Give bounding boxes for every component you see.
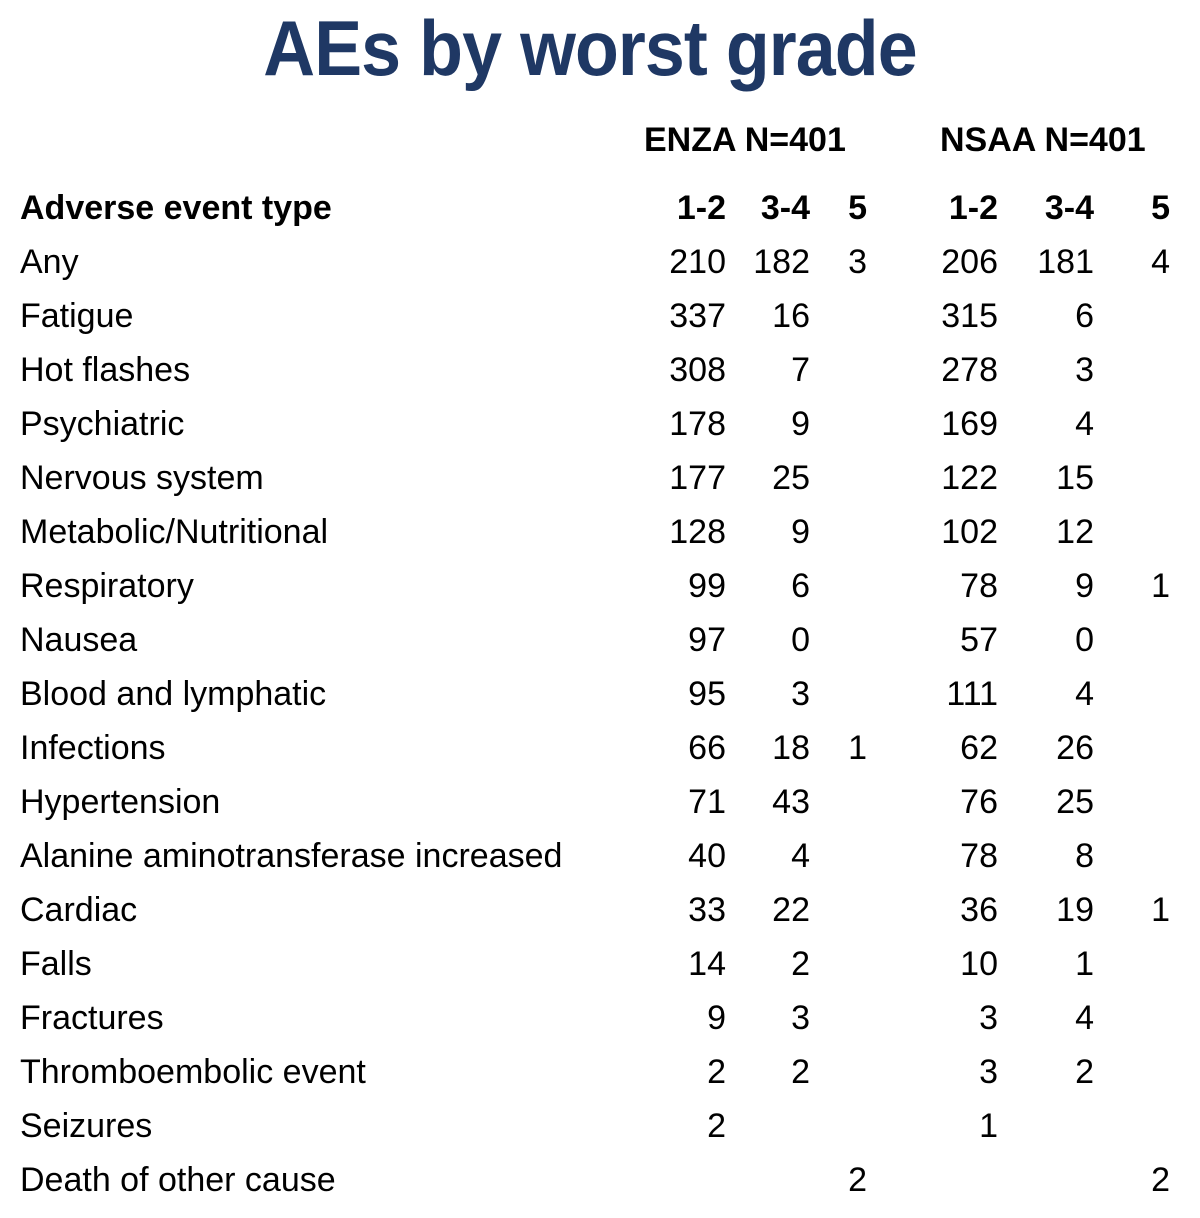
nsaa-grade-5-header: 5 [1151,189,1170,227]
table-row [0,343,1200,397]
enza-grade-3-4-cell: 0 [791,621,810,659]
enza-grade-3-4-cell: 2 [791,1053,810,1091]
enza-grade-1-2-cell: 2 [707,1107,726,1145]
event-type-cell: Death of other cause [20,1161,336,1199]
event-type-cell: Hot flashes [20,351,191,389]
nsaa-grade-1-2-cell: 315 [941,297,998,335]
enza-grade-3-4-cell: 2 [791,945,810,983]
enza-grade-1-2-cell: 337 [669,297,726,335]
enza-grade-1-2-cell: 177 [669,459,726,497]
event-type-cell: Nervous system [20,459,264,497]
nsaa-grade-3-4-cell: 25 [1056,783,1094,821]
adverse-event-type-header: Adverse event type [20,189,332,227]
enza-grade-3-4-cell: 182 [753,243,810,281]
nsaa-grade-1-2-cell: 36 [960,891,998,929]
enza-grade-3-4-cell: 6 [791,567,810,605]
column-header-row [0,181,1200,235]
nsaa-grade-3-4-header: 3-4 [1044,189,1094,227]
nsaa-grade-1-2-cell: 78 [960,837,998,875]
table-row [0,1099,1200,1153]
table-row [0,613,1200,667]
enza-grade-1-2-cell: 308 [669,351,726,389]
enza-grade-1-2-cell: 14 [688,945,726,983]
nsaa-grade-5-cell: 2 [1151,1161,1170,1199]
enza-grade-3-4-cell: 16 [772,297,810,335]
enza-grade-5-cell: 3 [848,243,867,281]
table-row [0,829,1200,883]
nsaa-grade-3-4-cell: 15 [1056,459,1094,497]
table-row [0,775,1200,829]
event-type-cell: Seizures [20,1107,153,1145]
table-row [0,667,1200,721]
enza-grade-1-2-cell: 99 [688,567,726,605]
table-row [0,397,1200,451]
nsaa-grade-1-2-cell: 10 [960,945,998,983]
enza-grade-1-2-cell: 9 [707,999,726,1037]
page-title: AEs by worst grade [263,4,917,92]
enza-grade-1-2-cell: 178 [669,405,726,443]
enza-grade-1-2-cell: 210 [669,243,726,281]
nsaa-grade-3-4-cell: 2 [1075,1053,1094,1091]
table-row [0,883,1200,937]
enza-grade-1-2-cell: 128 [669,513,726,551]
nsaa-grade-1-2-cell: 78 [960,567,998,605]
nsaa-grade-1-2-cell: 111 [946,675,998,713]
nsaa-grade-3-4-cell: 3 [1075,351,1094,389]
nsaa-grade-1-2-cell: 102 [941,513,998,551]
enza-group-header: ENZA N=401 [644,121,846,159]
enza-grade-3-4-cell: 22 [772,891,810,929]
table-row [0,505,1200,559]
enza-grade-3-4-cell: 9 [791,513,810,551]
nsaa-grade-1-2-cell: 57 [960,621,998,659]
nsaa-grade-3-4-cell: 4 [1075,999,1094,1037]
event-type-cell: Psychiatric [20,405,185,443]
nsaa-grade-1-2-cell: 278 [941,351,998,389]
nsaa-grade-1-2-cell: 3 [979,1053,998,1091]
enza-grade-3-4-cell: 3 [791,675,810,713]
table-row [0,937,1200,991]
nsaa-grade-1-2-cell: 3 [979,999,998,1037]
table-row [0,451,1200,505]
table-row [0,721,1200,775]
enza-grade-3-4-cell: 25 [772,459,810,497]
nsaa-grade-3-4-cell: 8 [1075,837,1094,875]
event-type-cell: Thromboembolic event [20,1053,366,1091]
nsaa-grade-3-4-cell: 4 [1075,405,1094,443]
nsaa-grade-3-4-cell: 4 [1075,675,1094,713]
table-row [0,235,1200,289]
table-row [0,991,1200,1045]
enza-grade-1-2-cell: 2 [707,1053,726,1091]
event-type-cell: Fractures [20,999,164,1037]
event-type-cell: Respiratory [20,567,194,605]
event-type-cell: Alanine aminotransferase increased [20,837,563,875]
enza-grade-5-header: 5 [848,189,867,227]
enza-grade-1-2-cell: 40 [688,837,726,875]
table-row [0,1045,1200,1099]
event-type-cell: Hypertension [20,783,221,821]
event-type-cell: Any [20,243,79,281]
event-type-cell: Cardiac [20,891,138,929]
nsaa-grade-5-cell: 1 [1151,567,1170,605]
enza-grade-3-4-cell: 3 [791,999,810,1037]
nsaa-grade-5-cell: 4 [1151,243,1170,281]
event-type-cell: Falls [20,945,92,983]
enza-grade-3-4-header: 3-4 [760,189,810,227]
enza-grade-3-4-cell: 9 [791,405,810,443]
nsaa-grade-3-4-cell: 6 [1075,297,1094,335]
table-row [0,559,1200,613]
nsaa-grade-3-4-cell: 181 [1037,243,1094,281]
nsaa-group-header: NSAA N=401 [940,121,1146,159]
nsaa-grade-1-2-cell: 169 [941,405,998,443]
enza-grade-5-cell: 1 [848,729,867,767]
nsaa-grade-3-4-cell: 9 [1075,567,1094,605]
table-row [0,289,1200,343]
event-type-cell: Infections [20,729,166,767]
nsaa-grade-5-cell: 1 [1151,891,1170,929]
event-type-cell: Metabolic/Nutritional [20,513,329,551]
enza-grade-1-2-header: 1-2 [676,189,726,227]
nsaa-grade-1-2-cell: 122 [941,459,998,497]
nsaa-grade-3-4-cell: 19 [1056,891,1094,929]
event-type-cell: Blood and lymphatic [20,675,327,713]
nsaa-grade-3-4-cell: 26 [1056,729,1094,767]
event-type-cell: Nausea [20,621,138,659]
nsaa-grade-1-2-cell: 206 [941,243,998,281]
event-type-cell: Fatigue [20,297,134,335]
enza-grade-1-2-cell: 33 [688,891,726,929]
nsaa-grade-3-4-cell: 0 [1075,621,1094,659]
nsaa-grade-1-2-cell: 1 [979,1107,998,1145]
enza-grade-3-4-cell: 7 [791,351,810,389]
enza-grade-1-2-cell: 95 [688,675,726,713]
enza-grade-5-cell: 2 [848,1161,867,1199]
nsaa-grade-1-2-cell: 76 [960,783,998,821]
enza-grade-3-4-cell: 18 [772,729,810,767]
nsaa-grade-3-4-cell: 12 [1056,513,1094,551]
nsaa-grade-1-2-cell: 62 [960,729,998,767]
enza-grade-3-4-cell: 4 [791,837,810,875]
enza-grade-1-2-cell: 97 [688,621,726,659]
enza-grade-1-2-cell: 71 [688,783,726,821]
enza-grade-3-4-cell: 43 [772,783,810,821]
nsaa-grade-3-4-cell: 1 [1075,945,1094,983]
table-row [0,1153,1200,1207]
enza-grade-1-2-cell: 66 [688,729,726,767]
nsaa-grade-1-2-header: 1-2 [948,189,998,227]
